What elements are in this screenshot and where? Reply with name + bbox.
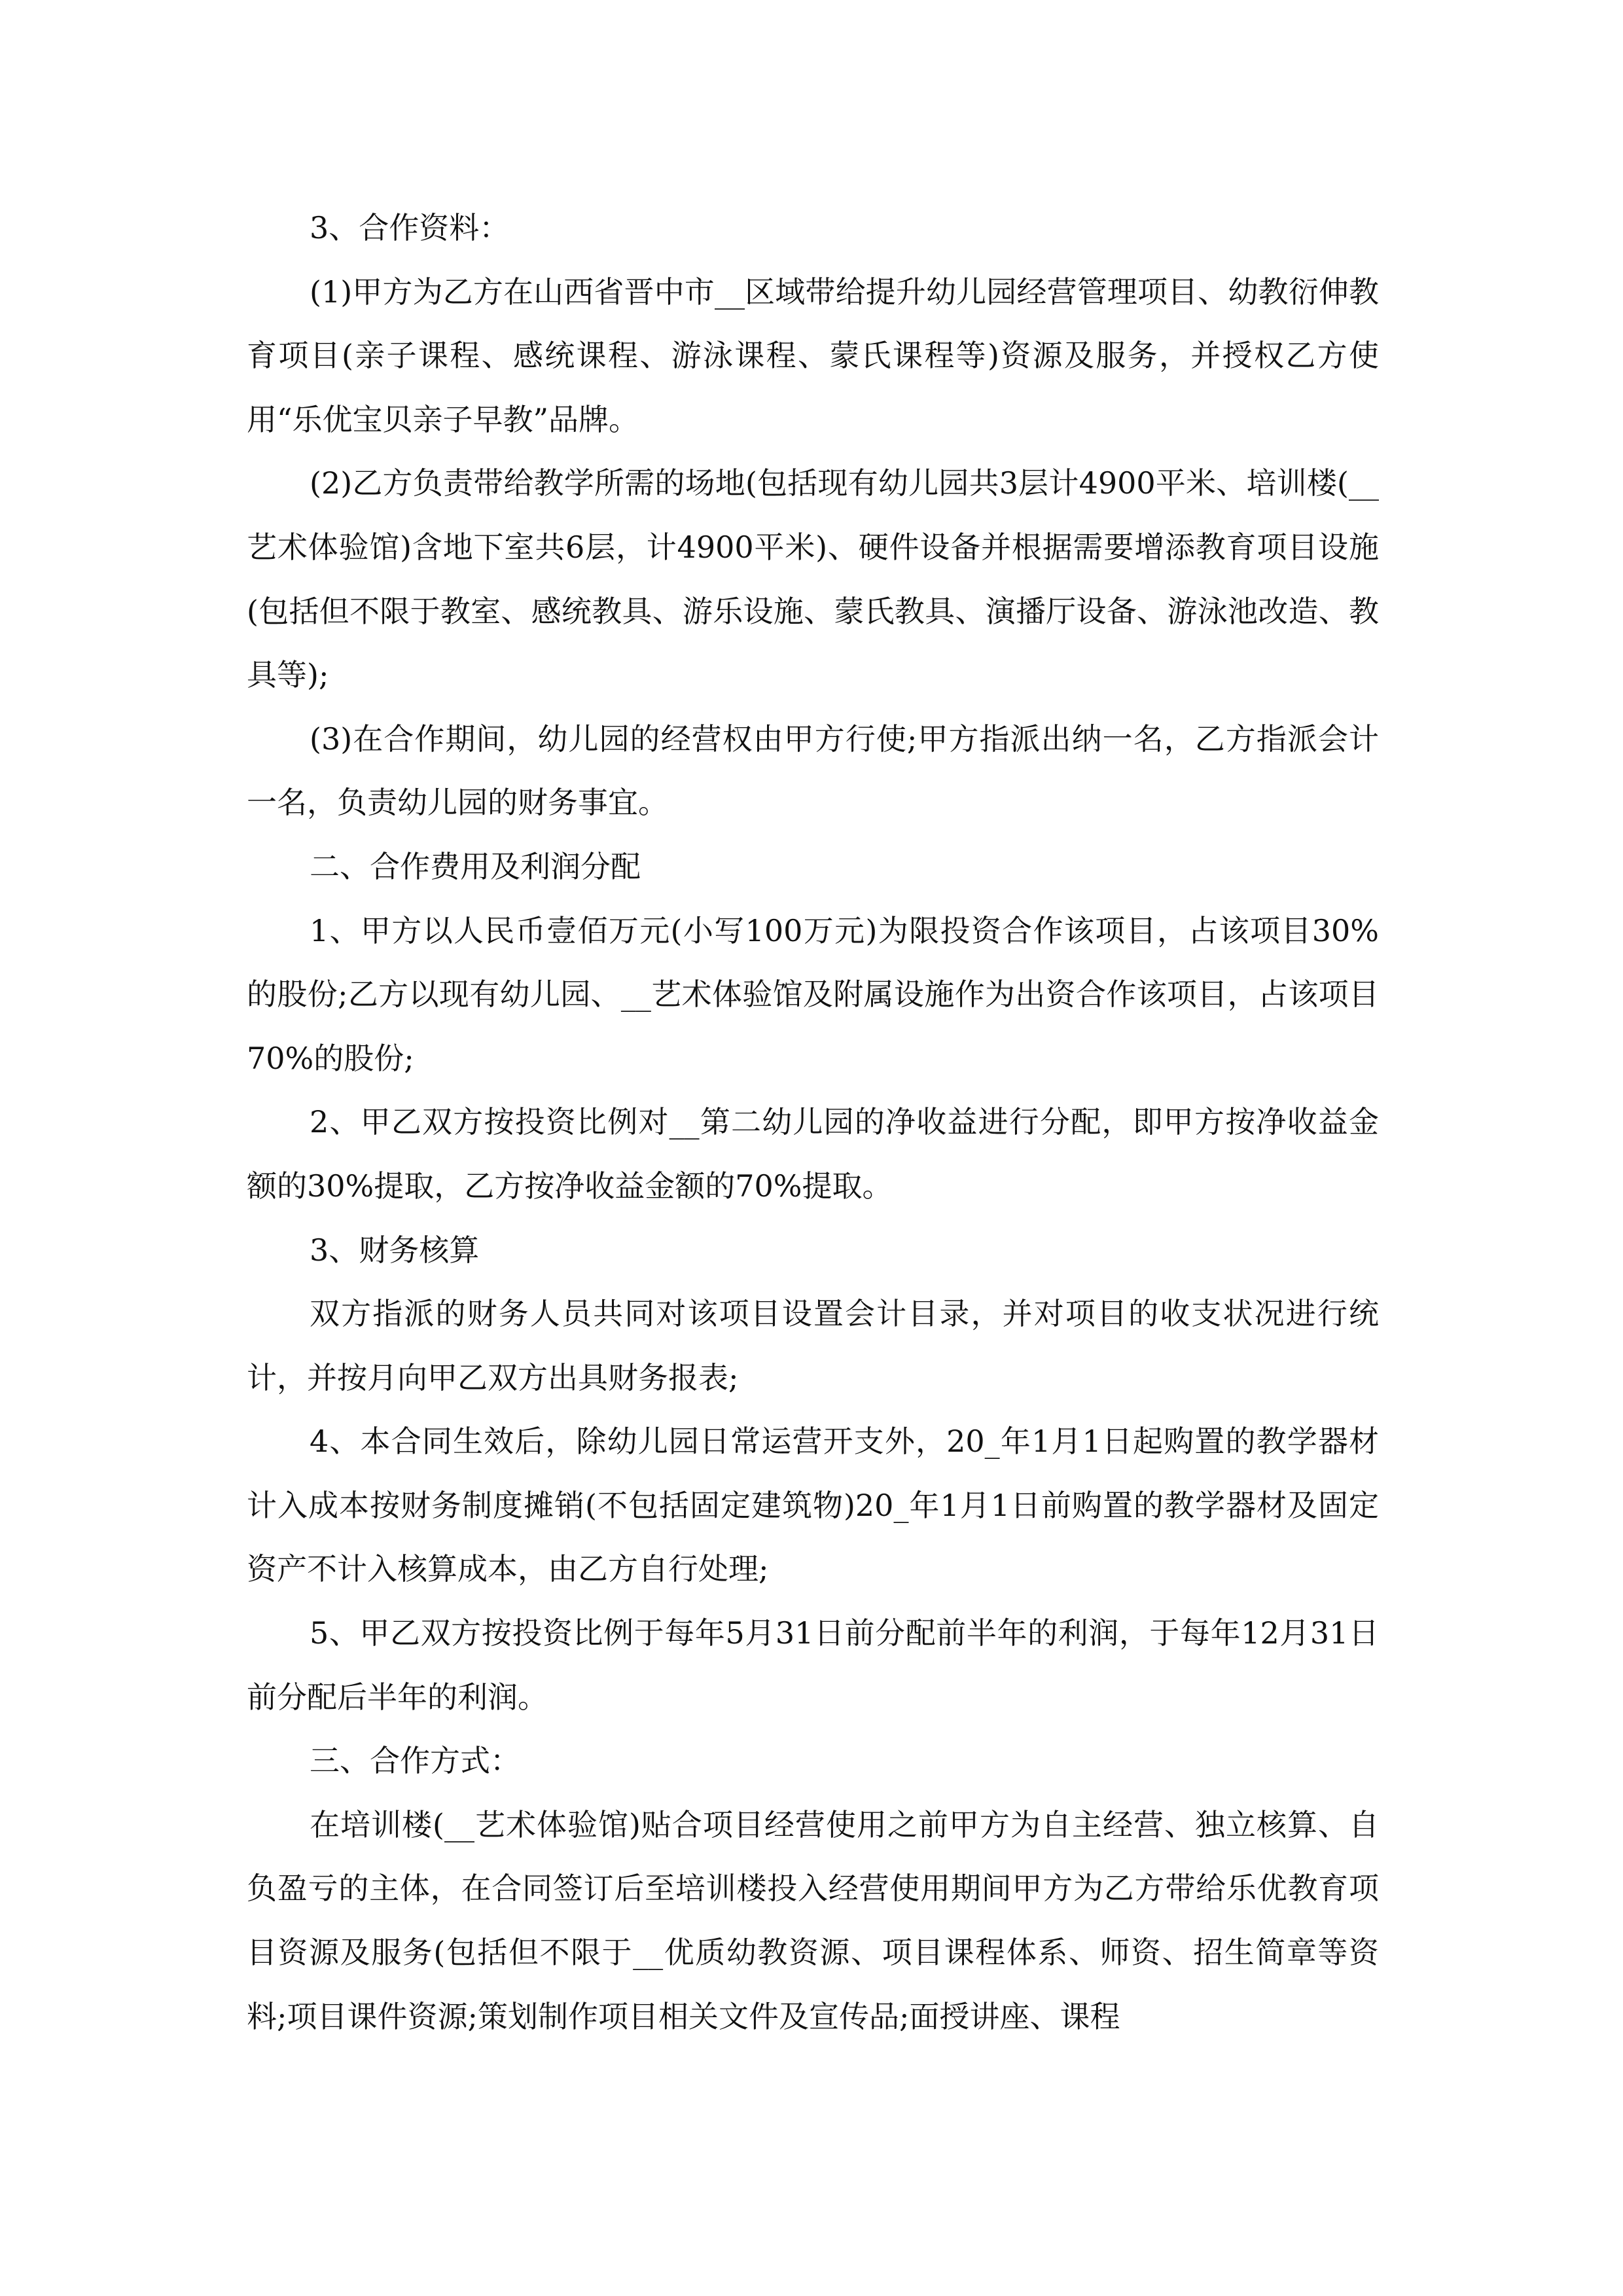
- paragraph-accounting: 双方指派的财务人员共同对该项目设置会计目录，并对项目的收支状况进行统计，并按月向甲乙双方出具财务报表;: [247, 1296, 1379, 1395]
- paragraph-investment: 1、甲方以人民币壹佰万元(小写100万元)为限投资合作该项目，占该项目30%的股份;乙方以现有幼儿园、__艺术体验馆及附属设施作为出资合作该项目，占该项目70%的股份;: [247, 912, 1379, 1076]
- paragraph-cooperation-mode: 在培训楼(__艺术体验馆)贴合项目经营使用之前甲方为自主经营、独立核算、自负盈亏的主体，在合同签订后至培训楼投入经营使用期间甲方为乙方带给乐优教育项目资源及服务(包括但不限于__优质幼教资源、项目课程体系、师资、招生简章等资料;项目课件资源;策划制作项目相关文件及宣传品;面授讲座、课程: [247, 1806, 1379, 2034]
- paragraph-item-1: (1)甲方为乙方在山西省晋中市__区域带给提升幼儿园经营管理项目、幼教衍伸教育项目(亲子课程、感统课程、游泳课程、蒙氏课程等)资源及服务，并授权乙方使用“乐优宝贝亲子早教”品牌。: [247, 274, 1379, 437]
- paragraph-section-3-heading: 3、合作资料：: [310, 210, 510, 245]
- paragraph-profit-distribution: 2、甲乙双方按投资比例对__第二幼儿园的净收益进行分配，即甲方按净收益金额的30%提取，乙方按净收益金额的70%提取。: [247, 1104, 1379, 1204]
- paragraph-heading-accounting: 3、财务核算: [310, 1232, 480, 1268]
- paragraph-profit-schedule: 5、甲乙双方按投资比例于每年5月31日前分配前半年的利润，于每年12月31日前分配后半年的利润。: [247, 1615, 1379, 1715]
- paragraph-item-3: (3)在合作期间，幼儿园的经营权由甲方行使;甲方指派出纳一名，乙方指派会计一名，负责幼儿园的财务事宜。: [247, 721, 1379, 821]
- paragraph-item-2: (2)乙方负责带给教学所需的场地(包括现有幼儿园共3层计4900平米、培训楼(__艺术体验馆)含地下室共6层，计4900平米)、硬件设备并根据需要增添教育项目设施(包括但不限于教室、感统教具、游乐设施、蒙氏教具、演播厅设备、游泳池改造、教具等);: [247, 465, 1379, 693]
- paragraph-heading-cooperation-mode: 三、合作方式：: [310, 1743, 520, 1779]
- document-body: [247, 196, 1379, 2049]
- paragraph-heading-costs-profits: 二、合作费用及利润分配: [310, 848, 641, 884]
- paragraph-cost-rules: 4、本合同生效后，除幼儿园日常运营开支外，20_年1月1日起购置的教学器材计入成本按财务制度摊销(不包括固定建筑物)20_年1月1日前购置的教学器材及固定资产不计入核算成本，由乙方自行处理;: [247, 1424, 1379, 1587]
